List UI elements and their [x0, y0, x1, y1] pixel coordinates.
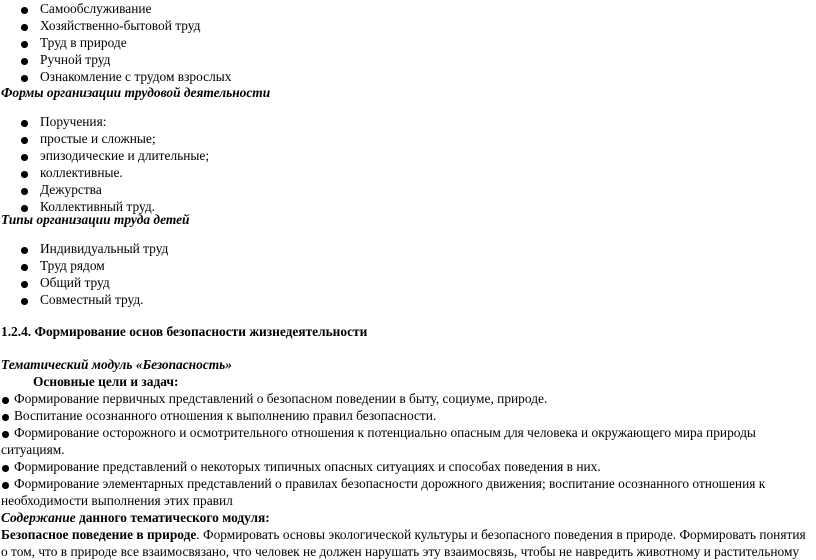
list-item: эпизодические и длительные; — [40, 148, 210, 163]
paragraph-text: . Формировать основы экологической культуры и безопасного поведения в природе. Формировать понятия — [196, 527, 806, 542]
bullet-icon — [21, 171, 29, 179]
goal-item: Формирование осторожного и осмотрительного отношения к потенциально опасным для человека и окружающего мира природы — [14, 425, 756, 440]
bullet-icon — [21, 120, 29, 128]
bullet-icon — [21, 154, 29, 162]
list-item: Поручения: — [40, 114, 107, 129]
goals-title: Основные цели и задач: — [33, 374, 179, 389]
heading-types: Типы организации труда детей — [1, 212, 190, 227]
list-item: Совместный труд. — [40, 292, 144, 307]
bullet-icon — [2, 482, 10, 490]
bullet-icon — [21, 41, 29, 49]
list-item: Ручной труд — [40, 52, 111, 67]
paragraph-line — [1, 526, 806, 543]
bullet-icon — [21, 24, 29, 32]
section-title: 1.2.4. Формирование основ безопасности жизнедеятельности — [1, 324, 368, 339]
list-item: Коллективный труд. — [40, 199, 155, 214]
content-label-rest: данного тематического модуля: — [75, 510, 270, 525]
bullet-icon — [21, 247, 29, 255]
list-item: Ознакомление с трудом взрослых — [40, 69, 232, 84]
list-item: Самообслуживание — [40, 1, 152, 16]
bullet-icon — [21, 188, 29, 196]
goal-item: Формирование представлений о некоторых типичных опасных ситуациях и способах поведения в них. — [14, 459, 601, 474]
bullet-icon — [21, 298, 29, 306]
heading-forms: Формы организации трудовой деятельности — [1, 85, 271, 100]
paragraph-line: о том, что в природе все взаимосвязано, что человек не должен нарушать эту взаимосвязь, чтобы не навредить животному и растительному — [1, 544, 800, 559]
list-item: Труд в природе — [40, 35, 127, 50]
bullet-icon — [21, 264, 29, 272]
content-label-italic: Содержание — [1, 510, 76, 525]
paragraph-bold-lead: Безопасное поведение в природе — [1, 527, 197, 542]
list-item: простые и сложные; — [40, 131, 156, 146]
list-item: Труд рядом — [40, 258, 105, 273]
bullet-icon — [21, 137, 29, 145]
list-item: Дежурства — [40, 182, 102, 197]
goal-item: Формирование первичных представлений о безопасном поведении в быту, социуме, природе. — [14, 391, 548, 406]
goal-item: Воспитание осознанного отношения к выполнению правил безопасности. — [14, 408, 437, 423]
bullet-icon — [21, 58, 29, 66]
bullet-icon — [21, 75, 29, 83]
list-item: коллективные. — [40, 165, 123, 180]
list-item: Хозяйственно-бытовой труд — [40, 18, 201, 33]
module-title: Тематический модуль «Безопасность» — [1, 357, 232, 372]
list-item: Общий труд — [40, 275, 110, 290]
bullet-icon — [2, 414, 10, 422]
bullet-icon — [2, 397, 10, 405]
list-item: Индивидуальный труд — [40, 241, 169, 256]
goal-item-continuation: необходимости выполнения этих правил — [1, 493, 233, 508]
goal-item: Формирование элементарных представлений о правилах безопасности дорожного движения; воспитание осознанного отношения к — [14, 476, 766, 491]
bullet-icon — [21, 281, 29, 289]
bullet-icon — [2, 465, 10, 473]
content-label — [1, 509, 270, 526]
bullet-icon — [2, 431, 10, 439]
bullet-icon — [21, 7, 29, 15]
goal-item-continuation: ситуациям. — [1, 442, 65, 457]
